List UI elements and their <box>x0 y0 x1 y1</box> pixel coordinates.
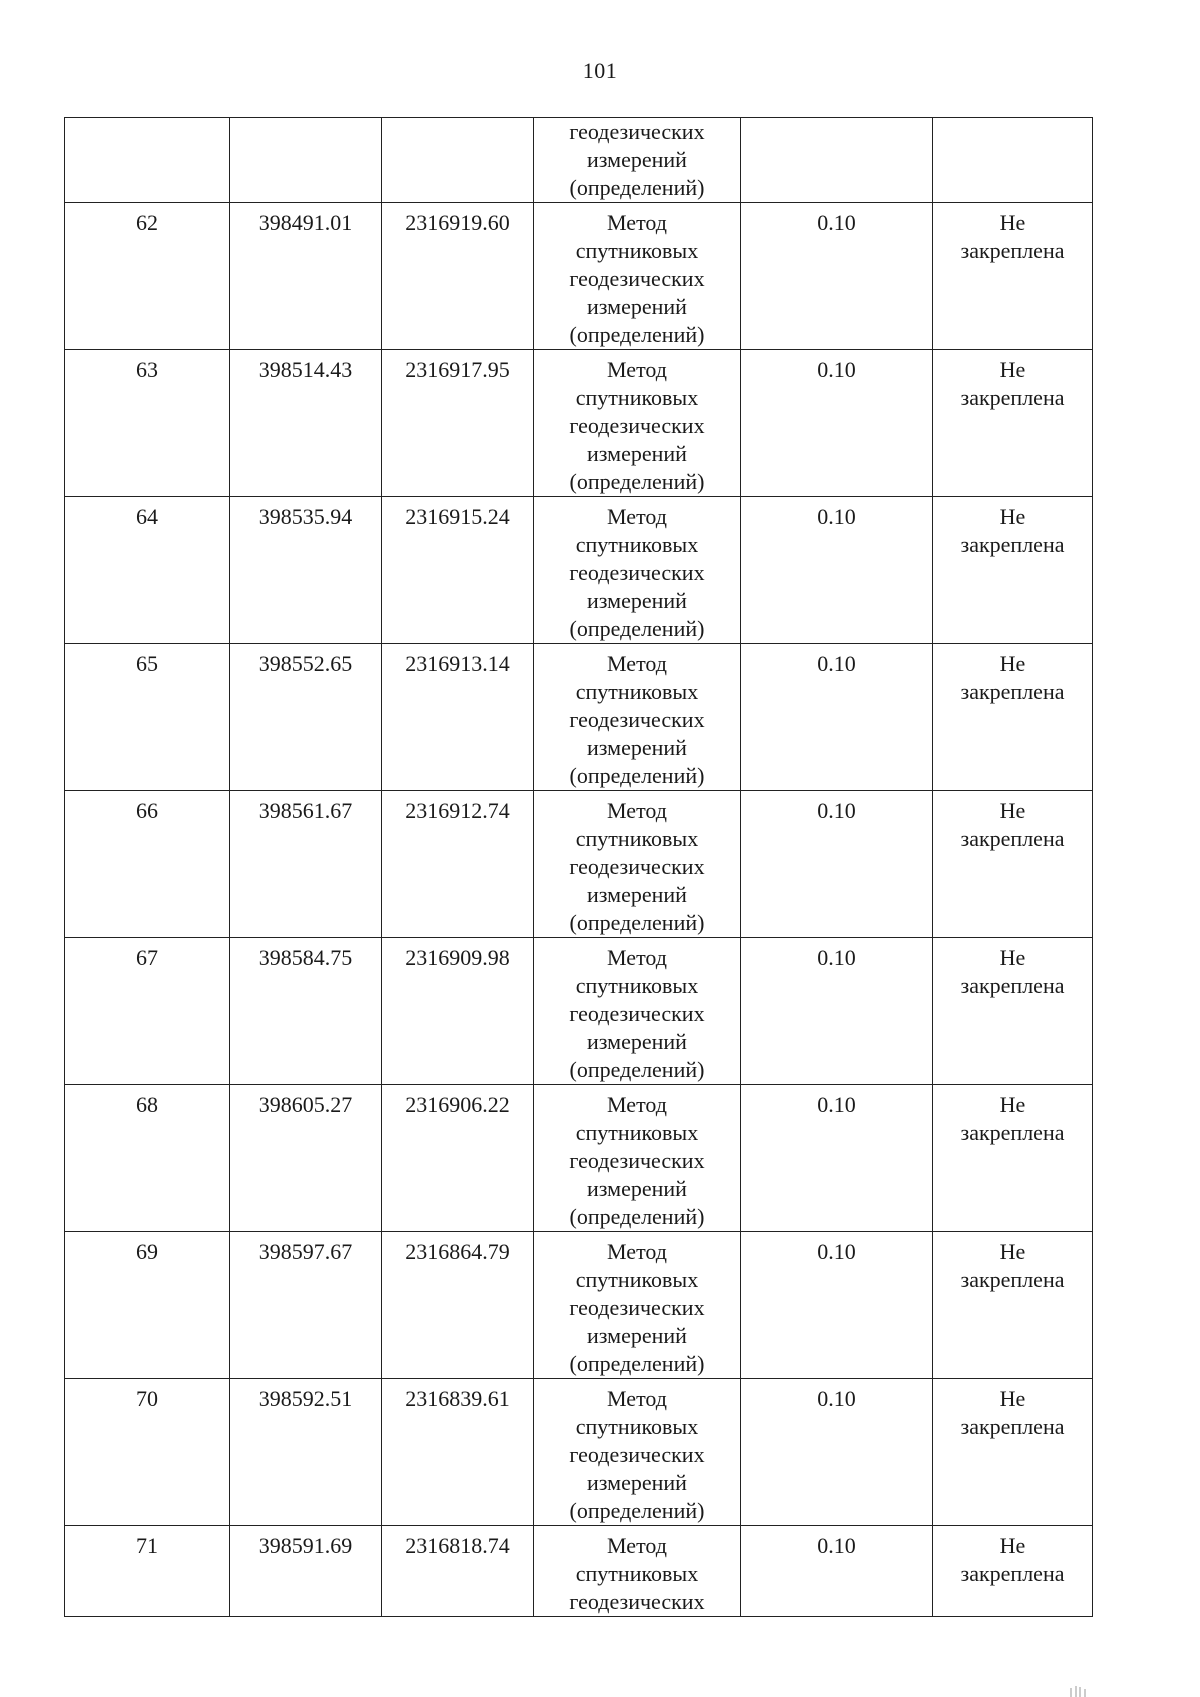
method-line: геодезических <box>569 1295 705 1320</box>
method-line: (определений) <box>569 1351 705 1376</box>
cell-fixing <box>933 1526 1093 1617</box>
method-line: геодезических <box>569 1001 705 1026</box>
method-line: геодезических <box>569 119 705 144</box>
coordinates-table <box>64 117 1093 1617</box>
cell-point-number: 63 <box>65 350 230 497</box>
cell-precision: 0.10 <box>741 791 933 938</box>
method-line: (определений) <box>569 763 705 788</box>
fixing-line: закреплена <box>960 1267 1065 1292</box>
cell-fixing <box>933 644 1093 791</box>
method-line: измерений <box>587 588 687 613</box>
cell-precision <box>741 118 933 203</box>
cell-x-coordinate: 398552.65 <box>230 644 382 791</box>
fixing-line: Не <box>999 1239 1026 1264</box>
method-line: геодезических <box>569 707 705 732</box>
cell-method <box>534 1526 741 1617</box>
cell-precision: 0.10 <box>741 1232 933 1379</box>
method-line: (определений) <box>569 175 705 200</box>
fixing-line: Не <box>999 357 1026 382</box>
cell-fixing <box>933 1232 1093 1379</box>
method-line: (определений) <box>569 322 705 347</box>
cell-precision: 0.10 <box>741 497 933 644</box>
cell-y-coordinate: 2316919.60 <box>382 203 534 350</box>
method-line: Метод <box>607 357 667 382</box>
table-row <box>65 791 1093 938</box>
method-line: Метод <box>607 504 667 529</box>
cell-method <box>534 203 741 350</box>
method-line: (определений) <box>569 1204 705 1229</box>
cell-method <box>534 644 741 791</box>
cell-point-number: 69 <box>65 1232 230 1379</box>
cell-y-coordinate: 2316912.74 <box>382 791 534 938</box>
fixing-line: закреплена <box>960 238 1065 263</box>
cell-point-number: 68 <box>65 1085 230 1232</box>
table-row <box>65 938 1093 1085</box>
cell-fixing <box>933 118 1093 203</box>
cell-fixing <box>933 1379 1093 1526</box>
cell-x-coordinate: 398597.67 <box>230 1232 382 1379</box>
scan-mark <box>1068 1684 1090 1697</box>
method-line: геодезических <box>569 1589 705 1614</box>
cell-x-coordinate <box>230 118 382 203</box>
cell-precision: 0.10 <box>741 1085 933 1232</box>
cell-x-coordinate: 398584.75 <box>230 938 382 1085</box>
method-line: геодезических <box>569 1442 705 1467</box>
cell-fixing <box>933 791 1093 938</box>
cell-method <box>534 350 741 497</box>
cell-x-coordinate: 398591.69 <box>230 1526 382 1617</box>
cell-point-number: 65 <box>65 644 230 791</box>
fixing-line: закреплена <box>960 679 1065 704</box>
method-line: геодезических <box>569 560 705 585</box>
table-row <box>65 350 1093 497</box>
method-line: Метод <box>607 210 667 235</box>
table-row <box>65 497 1093 644</box>
cell-x-coordinate: 398535.94 <box>230 497 382 644</box>
cell-precision: 0.10 <box>741 644 933 791</box>
cell-point-number: 70 <box>65 1379 230 1526</box>
method-line: Метод <box>607 651 667 676</box>
continuation-row <box>65 118 1093 203</box>
method-line: Метод <box>607 1386 667 1411</box>
method-line: спутниковых <box>575 679 699 704</box>
table-row <box>65 1526 1093 1617</box>
cell-fixing <box>933 203 1093 350</box>
method-line: Метод <box>607 1239 667 1264</box>
cell-point-number: 64 <box>65 497 230 644</box>
fixing-line: закреплена <box>960 1561 1065 1586</box>
method-line: измерений <box>587 1323 687 1348</box>
fixing-line: закреплена <box>960 1414 1065 1439</box>
cell-y-coordinate: 2316818.74 <box>382 1526 534 1617</box>
table-row <box>65 1232 1093 1379</box>
method-line: спутниковых <box>575 238 699 263</box>
table-row <box>65 203 1093 350</box>
method-line: Метод <box>607 798 667 823</box>
cell-method <box>534 1379 741 1526</box>
cell-precision: 0.10 <box>741 350 933 497</box>
cell-precision: 0.10 <box>741 938 933 1085</box>
cell-x-coordinate: 398592.51 <box>230 1379 382 1526</box>
cell-method <box>534 1232 741 1379</box>
cell-y-coordinate: 2316864.79 <box>382 1232 534 1379</box>
method-line: измерений <box>587 1029 687 1054</box>
fixing-line: закреплена <box>960 385 1065 410</box>
cell-method <box>534 118 741 203</box>
fixing-line: Не <box>999 651 1026 676</box>
cell-fixing <box>933 350 1093 497</box>
fixing-line: Не <box>999 1092 1026 1117</box>
method-line: геодезических <box>569 266 705 291</box>
method-line: измерений <box>587 735 687 760</box>
method-line: измерений <box>587 1470 687 1495</box>
method-line: спутниковых <box>575 1120 699 1145</box>
cell-fixing <box>933 1085 1093 1232</box>
fixing-line: Не <box>999 945 1026 970</box>
cell-precision: 0.10 <box>741 1379 933 1526</box>
cell-y-coordinate: 2316917.95 <box>382 350 534 497</box>
fixing-line: Не <box>999 1533 1026 1558</box>
cell-method <box>534 1085 741 1232</box>
cell-method <box>534 497 741 644</box>
cell-y-coordinate: 2316915.24 <box>382 497 534 644</box>
method-line: измерений <box>587 294 687 319</box>
table-row <box>65 644 1093 791</box>
method-line: измерений <box>587 147 687 172</box>
method-line: (определений) <box>569 616 705 641</box>
cell-method <box>534 791 741 938</box>
cell-precision: 0.10 <box>741 1526 933 1617</box>
method-line: Метод <box>607 1092 667 1117</box>
method-line: спутниковых <box>575 1267 699 1292</box>
cell-point-number <box>65 118 230 203</box>
cell-x-coordinate: 398491.01 <box>230 203 382 350</box>
method-line: (определений) <box>569 469 705 494</box>
table-body <box>65 118 1093 1617</box>
cell-y-coordinate: 2316913.14 <box>382 644 534 791</box>
method-line: спутниковых <box>575 826 699 851</box>
cell-x-coordinate: 398605.27 <box>230 1085 382 1232</box>
cell-y-coordinate: 2316909.98 <box>382 938 534 1085</box>
cell-y-coordinate: 2316839.61 <box>382 1379 534 1526</box>
table-row <box>65 1085 1093 1232</box>
cell-y-coordinate <box>382 118 534 203</box>
table-row <box>65 1379 1093 1526</box>
method-line: измерений <box>587 1176 687 1201</box>
method-line: спутниковых <box>575 1561 699 1586</box>
cell-point-number: 71 <box>65 1526 230 1617</box>
fixing-line: Не <box>999 504 1026 529</box>
fixing-line: закреплена <box>960 826 1065 851</box>
cell-fixing <box>933 938 1093 1085</box>
cell-x-coordinate: 398561.67 <box>230 791 382 938</box>
cell-precision: 0.10 <box>741 203 933 350</box>
method-line: (определений) <box>569 1498 705 1523</box>
method-line: геодезических <box>569 854 705 879</box>
method-line: измерений <box>587 882 687 907</box>
cell-point-number: 62 <box>65 203 230 350</box>
page-number: 101 <box>582 58 618 83</box>
cell-method <box>534 938 741 1085</box>
method-line: (определений) <box>569 910 705 935</box>
method-line: спутниковых <box>575 1414 699 1439</box>
cell-x-coordinate: 398514.43 <box>230 350 382 497</box>
fixing-line: Не <box>999 798 1026 823</box>
cell-fixing <box>933 497 1093 644</box>
fixing-line: закреплена <box>960 973 1065 998</box>
method-line: геодезических <box>569 1148 705 1173</box>
method-line: (определений) <box>569 1057 705 1082</box>
method-line: Метод <box>607 1533 667 1558</box>
fixing-line: Не <box>999 210 1026 235</box>
method-line: спутниковых <box>575 973 699 998</box>
fixing-line: закреплена <box>960 532 1065 557</box>
method-line: Метод <box>607 945 667 970</box>
method-line: спутниковых <box>575 385 699 410</box>
cell-point-number: 66 <box>65 791 230 938</box>
cell-y-coordinate: 2316906.22 <box>382 1085 534 1232</box>
method-line: измерений <box>587 441 687 466</box>
cell-point-number: 67 <box>65 938 230 1085</box>
method-line: спутниковых <box>575 532 699 557</box>
fixing-line: Не <box>999 1386 1026 1411</box>
method-line: геодезических <box>569 413 705 438</box>
fixing-line: закреплена <box>960 1120 1065 1145</box>
